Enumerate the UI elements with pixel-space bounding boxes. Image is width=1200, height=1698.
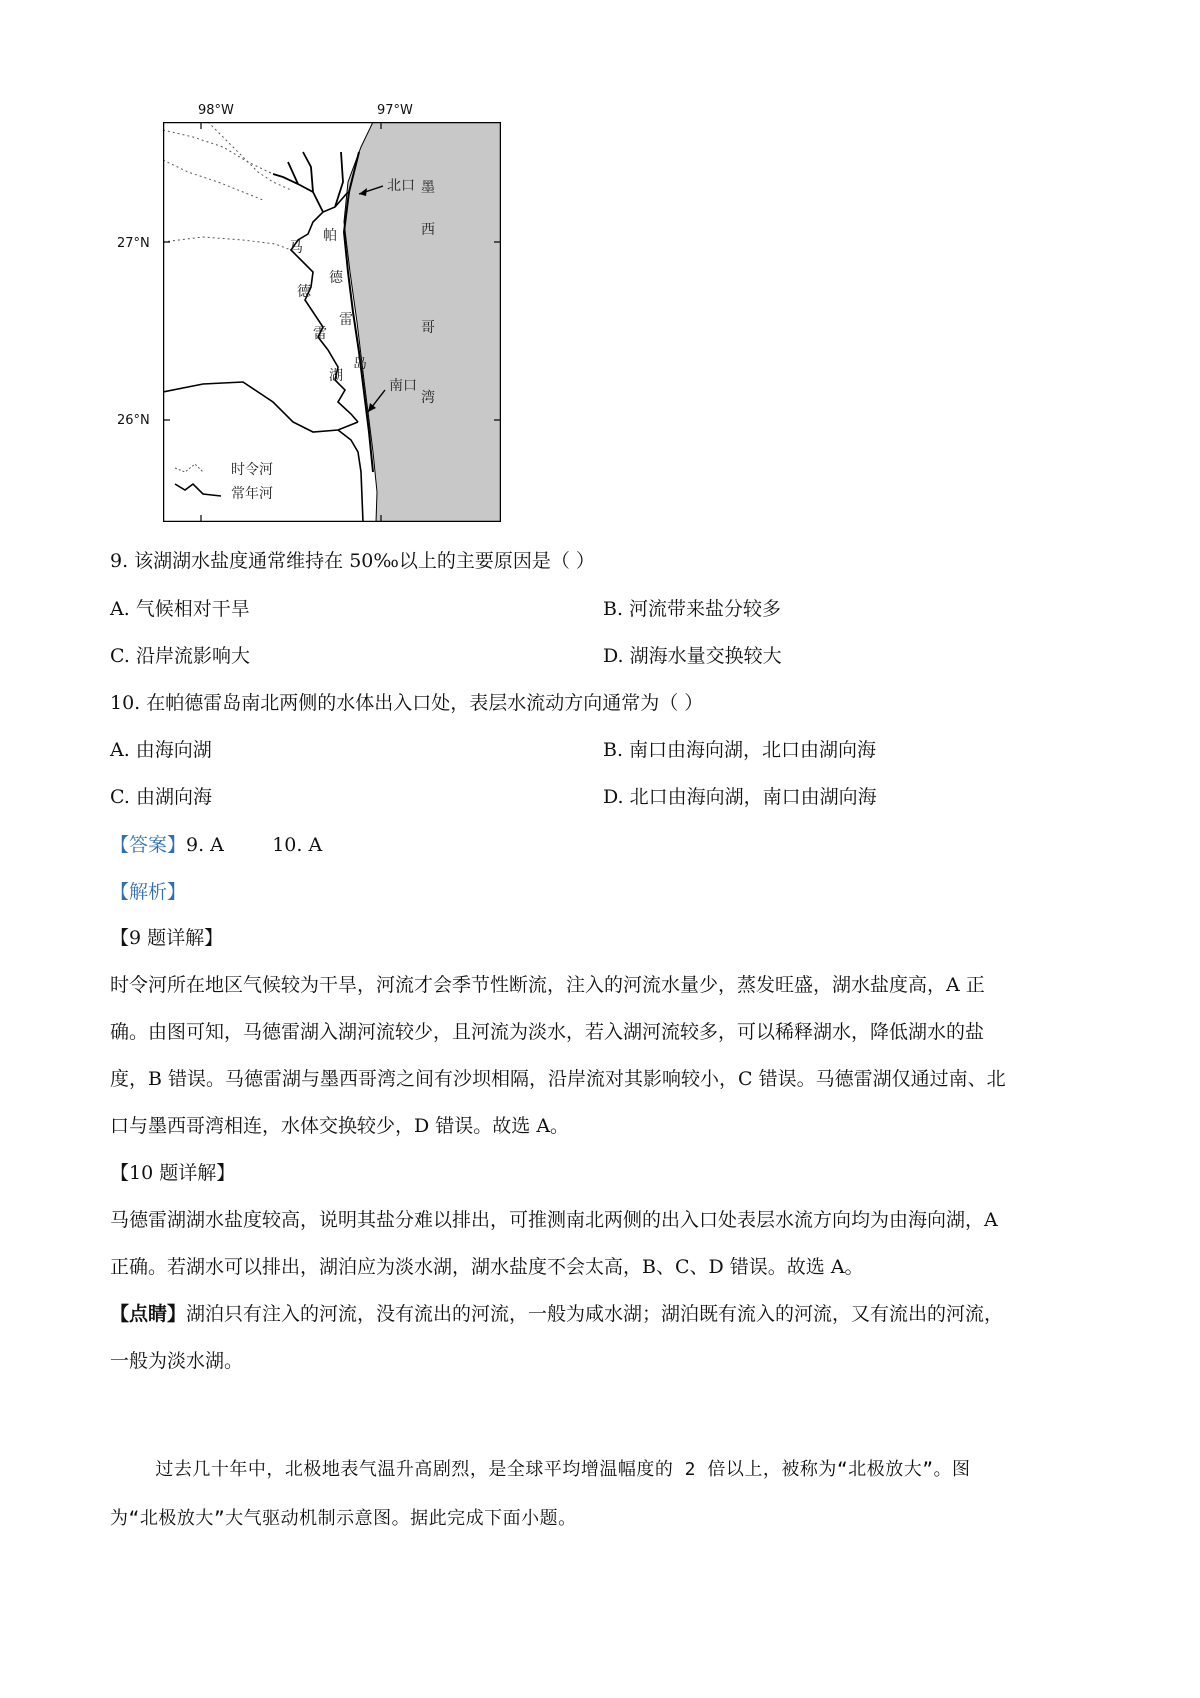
lake-char-3: 雷	[313, 326, 327, 342]
tip-tag: 【点睛】	[110, 1303, 187, 1325]
question-9-option-d: D. 湖海水量交换较大	[603, 645, 782, 667]
sea-char-3: 哥	[421, 320, 435, 336]
question-10-stem: 10. 在帕德雷岛南北两侧的水体出入口处，表层水流动方向通常为（ ）	[110, 692, 704, 714]
answer-line	[110, 831, 322, 859]
seasonal-river-4	[163, 237, 291, 250]
seasonal-river-1	[163, 130, 273, 174]
legend-perennial-river-symbol	[175, 484, 221, 496]
detail-10-line-1: 马德雷湖湖水盐度较高，说明其盐分难以排出，可推测南北两侧的出入口处表层水流方向均为由海向湖，A	[110, 1209, 998, 1231]
question-9-option-b: B. 河流带来盐分较多	[603, 598, 782, 620]
seasonal-river-2	[208, 122, 291, 190]
detail-10-title: 【10 题详解】	[110, 1162, 236, 1184]
question-10-option-b: B. 南口由海向湖，北口由湖向海	[603, 739, 877, 761]
detail-9-line-1: 时令河所在地区气候较为干旱，河流才会季节性断流，注入的河流水量少，蒸发旺盛，湖水盐度高，A 正	[110, 974, 985, 996]
detail-9-line-2: 确。由图可知，马德雷湖入湖河流较少，且河流为淡水，若入湖河流较多，可以稀释湖水，降低湖水的盐	[110, 1021, 985, 1043]
seasonal-river-3	[163, 160, 263, 200]
perennial-river-north	[273, 152, 343, 212]
legend-perennial-river: 常年河	[231, 486, 273, 502]
answer-tag: 【答案】	[110, 834, 187, 856]
sea-char-2: 西	[421, 222, 435, 238]
detail-10-line-2: 正确。若湖水可以排出，湖泊应为淡水湖，湖水盐度不会太高，B、C、D 错误。故选 A。	[110, 1256, 864, 1278]
lon-label-98w: 98°W	[198, 103, 234, 118]
tip-line-1	[110, 1300, 1003, 1328]
tip-line-2: 一般为淡水湖。	[110, 1350, 244, 1372]
detail-9-line-3: 度，B 错误。马德雷湖与墨西哥湾之间有沙坝相隔，沿岸流对其影响较小，C 错误。马德雷湖仅通过南、北	[110, 1068, 1006, 1090]
lon-label-97w: 97°W	[377, 103, 413, 118]
analysis-tag: 【解析】	[110, 881, 187, 903]
island-char-4: 岛	[353, 356, 367, 372]
passage-line-1: 过去几十年中，北极地表气温升高剧烈，是全球平均增温幅度的 2 倍以上，被称为“北极放大”。图	[110, 1459, 971, 1480]
legend-seasonal-river-symbol	[175, 464, 203, 472]
lake-char-1: 马	[289, 240, 303, 256]
question-10-option-c: C. 由湖向海	[110, 786, 212, 808]
question-9-stem: 9. 该湖湖水盐度通常维持在 50‰以上的主要原因是（ ）	[110, 550, 595, 572]
question-9-option-c: C. 沿岸流影响大	[110, 645, 250, 667]
lake-char-2: 德	[297, 284, 311, 300]
island-char-3: 雷	[339, 312, 353, 328]
tip-text-1: 湖泊只有注入的河流，没有流出的河流，一般为咸水湖；湖泊既有流入的河流，又有流出的河流，	[186, 1303, 1004, 1325]
detail-9-title: 【9 题详解】	[110, 927, 224, 949]
passage-line-2: 为“北极放大”大气驱动机制示意图。据此完成下面小题。	[110, 1508, 577, 1529]
map-figure	[163, 122, 501, 522]
lat-label-26n: 26°N	[117, 413, 150, 428]
south-inlet-label: 南口	[389, 378, 417, 394]
sea-char-4: 湾	[421, 390, 435, 406]
lat-label-27n: 27°N	[117, 236, 150, 251]
island-char-1: 帕	[323, 228, 337, 244]
question-9-option-a: A. 气候相对干旱	[110, 598, 250, 620]
north-inlet-label: 北口	[387, 178, 415, 194]
map-svg	[163, 122, 501, 522]
mainland-south-coast	[338, 430, 363, 522]
question-10-option-d: D. 北口由海向湖，南口由湖向海	[603, 786, 877, 808]
sea-char-1: 墨	[421, 180, 435, 196]
island-char-2: 德	[329, 270, 343, 286]
detail-9-line-4: 口与墨西哥湾相连，水体交换较少，D 错误。故选 A。	[110, 1115, 570, 1137]
answer-text: 9. A 10. A	[186, 834, 323, 856]
perennial-river-south	[163, 382, 358, 432]
question-10-option-a: A. 由海向湖	[110, 739, 212, 761]
lake-char-4: 湖	[329, 368, 343, 384]
legend-seasonal-river: 时令河	[231, 462, 273, 478]
